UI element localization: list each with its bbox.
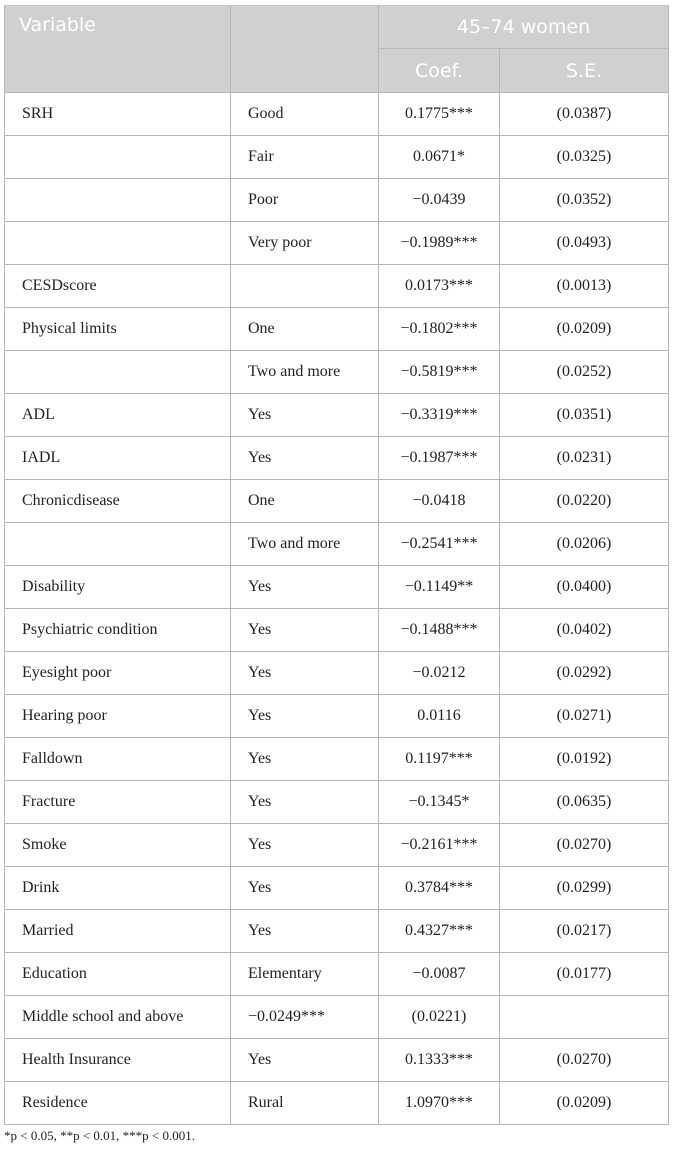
cell-variable [5,179,231,222]
cell-category: Fair [231,136,379,179]
header-category [231,6,379,93]
cell-coef: (0.0221) [379,996,500,1039]
cell-category: Elementary [231,953,379,996]
cell-coef: 0.1775*** [379,93,500,136]
cell-variable: Residence [5,1082,231,1125]
cell-variable [5,222,231,265]
cell-se: (0.0209) [500,308,669,351]
cell-se: (0.0209) [500,1082,669,1125]
cell-variable: CESDscore [5,265,231,308]
cell-variable: Middle school and above [5,996,231,1039]
cell-se: (0.0299) [500,867,669,910]
cell-variable: Hearing poor [5,695,231,738]
cell-coef: 0.0173*** [379,265,500,308]
table-row [5,652,669,695]
cell-se: (0.0352) [500,179,669,222]
cell-coef: 0.0116 [379,695,500,738]
cell-se: (0.0400) [500,566,669,609]
cell-category: One [231,480,379,523]
cell-variable [5,351,231,394]
cell-variable: Education [5,953,231,996]
cell-se: (0.0220) [500,480,669,523]
cell-coef: 0.1197*** [379,738,500,781]
table-row [5,695,669,738]
table-row [5,523,669,566]
cell-category: One [231,308,379,351]
table-row [5,437,669,480]
table-row [5,867,669,910]
cell-coef: 0.4327*** [379,910,500,953]
cell-coef: −0.2541*** [379,523,500,566]
table-row [5,308,669,351]
cell-variable: Eyesight poor [5,652,231,695]
cell-category: Yes [231,738,379,781]
cell-category: Yes [231,867,379,910]
cell-category: Yes [231,910,379,953]
table-row [5,824,669,867]
cell-se: (0.0635) [500,781,669,824]
cell-se: (0.0325) [500,136,669,179]
cell-variable: IADL [5,437,231,480]
cell-category: Yes [231,695,379,738]
cell-category: Very poor [231,222,379,265]
cell-se: (0.0177) [500,953,669,996]
cell-category: Yes [231,781,379,824]
cell-coef: −0.2161*** [379,824,500,867]
table-body [5,93,669,1125]
regression-table [4,5,669,1125]
cell-coef: −0.3319*** [379,394,500,437]
cell-variable [5,523,231,566]
cell-category: Yes [231,824,379,867]
table-row [5,910,669,953]
table-row [5,222,669,265]
cell-coef: −0.0212 [379,652,500,695]
table-row [5,179,669,222]
cell-coef: −0.1989*** [379,222,500,265]
cell-se: (0.0271) [500,695,669,738]
table-row [5,1039,669,1082]
cell-coef: −0.1149** [379,566,500,609]
cell-variable: Fracture [5,781,231,824]
significance-footnote: *p < 0.05, **p < 0.01, ***p < 0.001. [4,1128,195,1143]
cell-category: Yes [231,566,379,609]
table-row [5,265,669,308]
cell-variable: Physical limits [5,308,231,351]
cell-se: (0.0252) [500,351,669,394]
cell-variable: Psychiatric condition [5,609,231,652]
cell-coef: −0.1488*** [379,609,500,652]
cell-variable: Disability [5,566,231,609]
table-row [5,566,669,609]
cell-coef: 0.1333*** [379,1039,500,1082]
cell-se: (0.0231) [500,437,669,480]
cell-category: Two and more [231,523,379,566]
table-row [5,738,669,781]
cell-variable: SRH [5,93,231,136]
table-row [5,480,669,523]
cell-coef: 1.0970*** [379,1082,500,1125]
cell-se: (0.0292) [500,652,669,695]
table-row [5,136,669,179]
cell-variable: ADL [5,394,231,437]
table-row [5,394,669,437]
cell-category: Yes [231,394,379,437]
cell-se: (0.0493) [500,222,669,265]
cell-se: (0.0387) [500,93,669,136]
cell-coef: −0.0418 [379,480,500,523]
cell-variable: Smoke [5,824,231,867]
table-row [5,996,669,1039]
table-row [5,953,669,996]
header-variable: Variable [5,6,231,93]
cell-se: (0.0206) [500,523,669,566]
cell-category: Good [231,93,379,136]
cell-coef: −0.0439 [379,179,500,222]
cell-se: (0.0270) [500,1039,669,1082]
cell-variable: Health Insurance [5,1039,231,1082]
cell-category [231,265,379,308]
table-header [5,6,669,93]
header-coef: Coef. [379,49,500,93]
cell-category: Poor [231,179,379,222]
cell-coef: −0.1345* [379,781,500,824]
cell-se: (0.0402) [500,609,669,652]
cell-category: Yes [231,437,379,480]
cell-se: (0.0217) [500,910,669,953]
table-row [5,93,669,136]
cell-category: Two and more [231,351,379,394]
cell-se: (0.0270) [500,824,669,867]
cell-variable: Falldown [5,738,231,781]
cell-category: Yes [231,609,379,652]
cell-variable: Married [5,910,231,953]
cell-se [500,996,669,1039]
cell-se: (0.0192) [500,738,669,781]
header-group: 45–74 women [379,6,669,49]
cell-coef: 0.3784*** [379,867,500,910]
cell-category: Yes [231,1039,379,1082]
cell-variable [5,136,231,179]
cell-category: −0.0249*** [231,996,379,1039]
cell-coef: −0.1802*** [379,308,500,351]
table-row [5,351,669,394]
table-row [5,1082,669,1125]
cell-coef: −0.0087 [379,953,500,996]
cell-coef: −0.5819*** [379,351,500,394]
cell-variable: Drink [5,867,231,910]
cell-coef: 0.0671* [379,136,500,179]
table-row [5,781,669,824]
cell-coef: −0.1987*** [379,437,500,480]
cell-se: (0.0013) [500,265,669,308]
cell-se: (0.0351) [500,394,669,437]
table-row [5,609,669,652]
cell-variable: Chronicdisease [5,480,231,523]
cell-category: Rural [231,1082,379,1125]
header-se: S.E. [500,49,669,93]
cell-category: Yes [231,652,379,695]
